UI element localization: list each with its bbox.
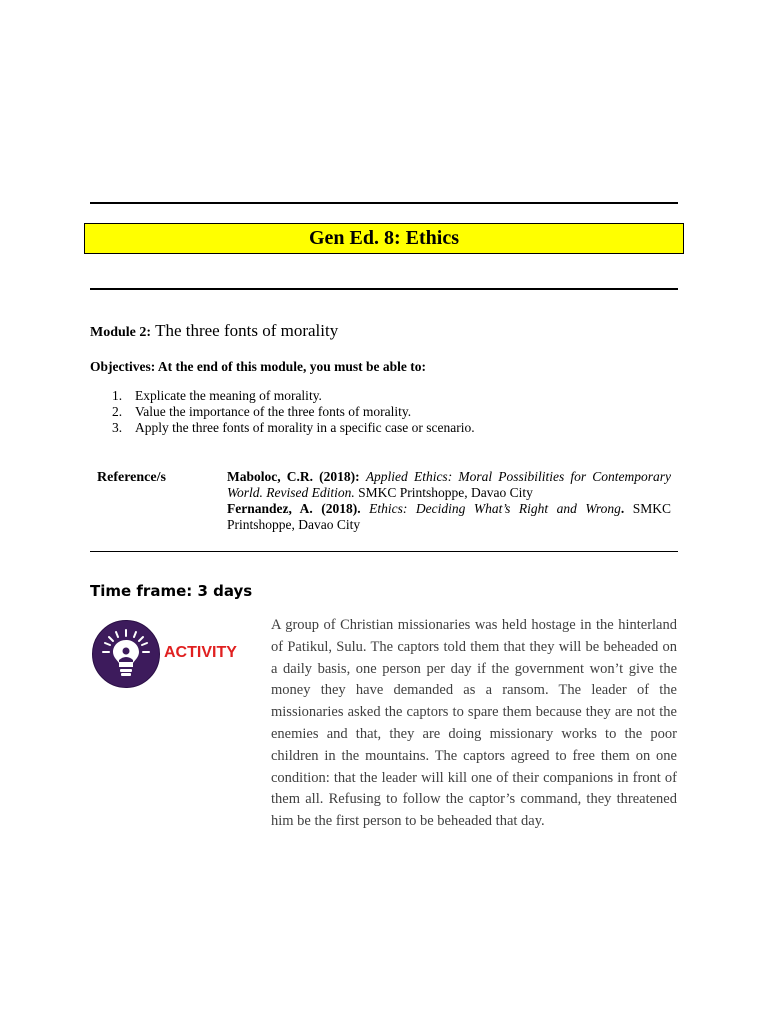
top-rule	[90, 202, 678, 204]
objective-text: Explicate the meaning of morality.	[135, 388, 322, 403]
module-topic: The three fonts of morality	[155, 321, 339, 340]
objective-item	[112, 388, 475, 404]
module-label: Module 2:	[90, 325, 152, 340]
reference-title: Ethics: Deciding What’s Right and Wrong	[369, 501, 621, 516]
time-frame: Time frame: 3 days	[90, 582, 253, 600]
objective-number: 1.	[112, 388, 123, 403]
title-banner	[84, 223, 684, 254]
objective-text: Apply the three fonts of morality in a specific case or scenario.	[135, 420, 475, 435]
objective-item	[112, 404, 475, 420]
activity-scenario-text: A group of Christian missionaries was held hostage in the hinterland of Patikul, Sulu. The captors told them that they will be beheaded on a daily basis, one person per day if the government won’t give the money they have demanded as a ransom. The leader of the missionaries asked the captors to spare them because they are not the enemies and that, they are doing missionary works to the poor children in the mountains. The captors agreed to free them on one condition: that the leader will kill one of their companions in front of them all. Refusing to follow the captor’s command, they threatened him be the first person to be beheaded that day.	[271, 617, 677, 830]
module-heading	[90, 321, 338, 341]
objectives-list	[112, 388, 475, 436]
reference-entry	[227, 501, 671, 533]
objective-number: 2.	[112, 404, 123, 419]
reference-author: Maboloc, C.R. (2018):	[227, 469, 360, 484]
references-list	[227, 469, 671, 533]
lightbulb-icon	[93, 621, 159, 687]
page-title: Gen Ed. 8: Ethics	[308, 227, 460, 249]
activity-label: ACTIVITY	[164, 644, 237, 661]
objective-text: Value the importance of the three fonts of morality.	[135, 404, 412, 419]
objective-item	[112, 420, 475, 436]
reference-punctuation: .	[620, 501, 625, 516]
references-bottom-rule	[90, 551, 678, 552]
reference-entry	[227, 469, 671, 501]
activity-badge	[92, 620, 242, 686]
reference-publisher: SMKC Printshoppe, Davao City	[358, 485, 533, 500]
objectives-heading: Objectives: At the end of this module, you must be able to:	[90, 359, 426, 374]
objective-number: 3.	[112, 420, 123, 435]
activity-circle	[92, 620, 160, 688]
title-bottom-rule	[90, 288, 678, 290]
references-label: Reference/s	[97, 470, 166, 485]
reference-author: Fernandez, A. (2018).	[227, 501, 361, 516]
reference-publisher: SMKC Printshoppe, Davao City	[227, 501, 672, 532]
reference-title: Applied Ethics: Moral Possibilities for Contemporary World. Revised Edition.	[227, 469, 672, 500]
